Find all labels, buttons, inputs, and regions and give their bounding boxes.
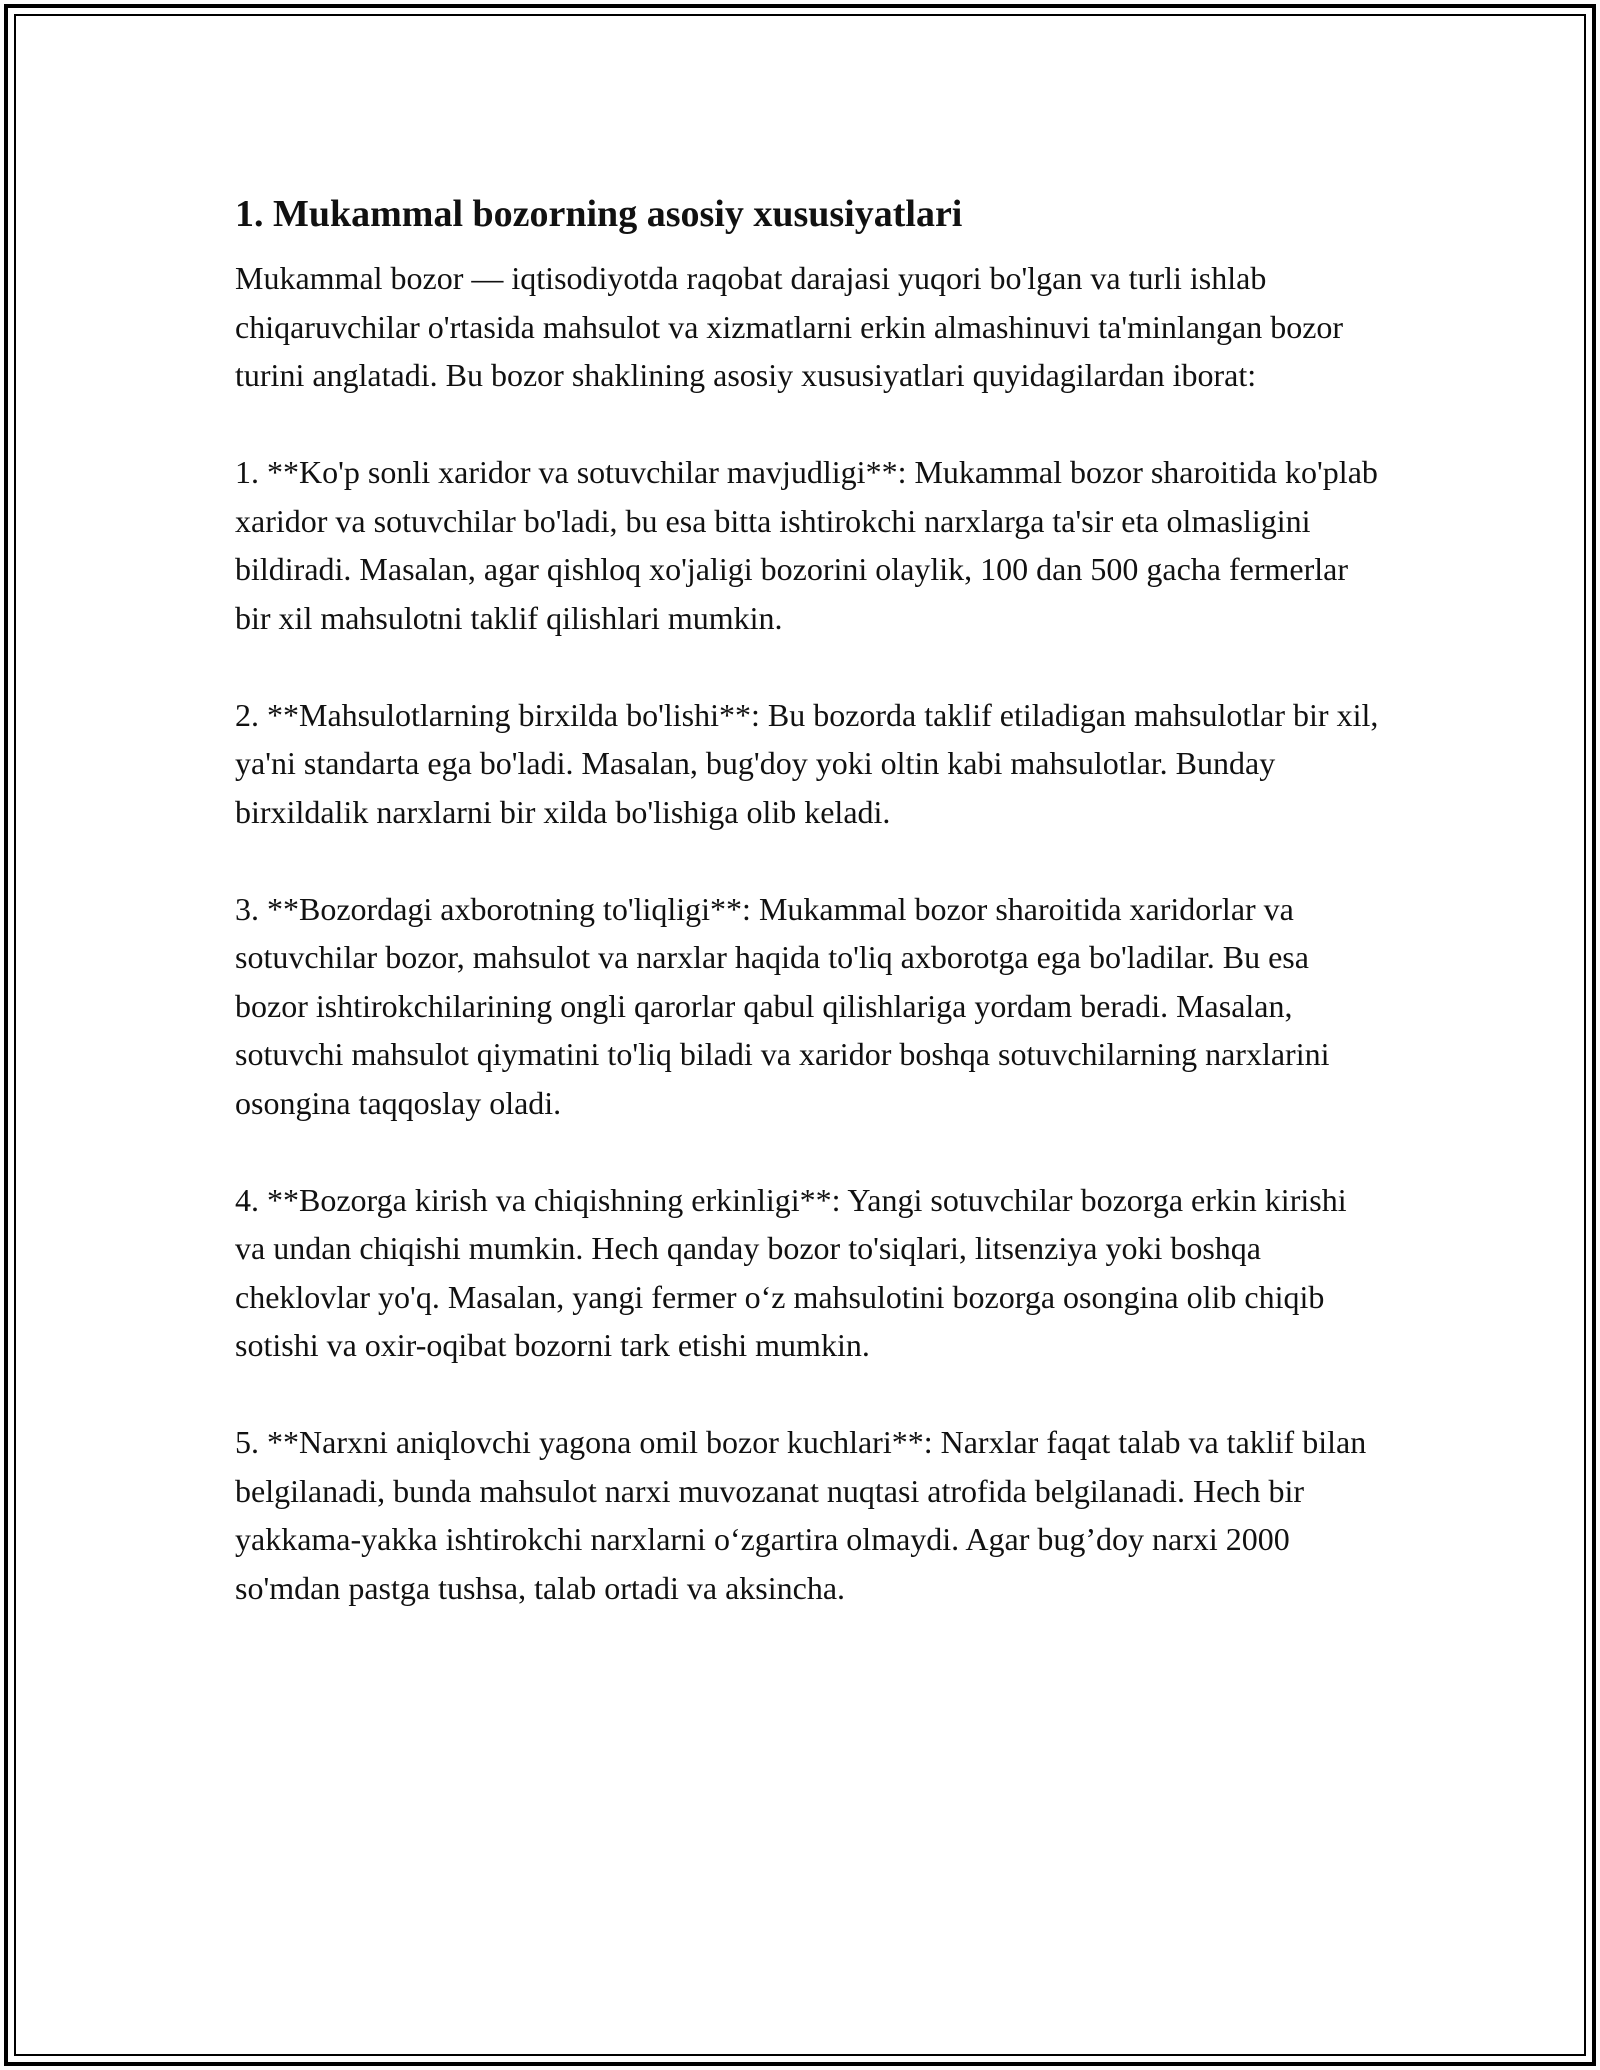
list-item-4: 4. **Bozorga kirish va chiqishning erkinligi**: Yangi sotuvchilar bozorga erkin kirishi va undan chiqishi mumkin. Hech qanday bozor to'siqlari, litsenziya yoki boshqa cheklovlar yo'q. Masalan, yangi fermer o‘z mahsulotini bozorga osongina olib chiqib sotishi va oxir-oqibat bozorni tark etishi mumkin. — [235, 1181, 1347, 1363]
document-body — [235, 188, 1380, 1661]
list-item-2: 2. **Mahsulotlarning birxilda bo'lishi**: Bu bozorda taklif etiladigan mahsulotlar bir xil, ya'ni standarta ega bo'ladi. Masalan, bug'doy yoki oltin kabi mahsulotlar. Bunday birxildalik narxlarni bir xilda bo'lishiga olib keladi. — [235, 696, 1379, 830]
list-item-5: 5. **Narxni aniqlovchi yagona omil bozor kuchlari**: Narxlar faqat talab va taklif bilan belgilanadi, bunda mahsulot narxi muvozanat nuqtasi atrofida belgilanadi. Hech bir yakkama-yakka ishtirokchi narxlarni o‘zgartira olmaydi. Agar bug’doy narxi 2000 so'mdan pastga tushsa, talab ortadi va aksincha. — [235, 1424, 1367, 1606]
intro-paragraph: Mukammal bozor — iqtisodiyotda raqobat darajasi yuqori bo'lgan va turli ishlab chiqaruvchilar o'rtasida mahsulot va xizmatlarni erkin almashinuvi ta'minlangan bozor turini anglatadi. Bu bozor shaklining asosiy xususiyatlari quyidagilardan iborat: — [235, 260, 1344, 393]
list-item-1: 1. **Ko'p sonli xaridor va sotuvchilar mavjudligi**: Mukammal bozor sharoitida ko'plab xaridor va sotuvchilar bo'ladi, bu esa bitta ishtirokchi narxlarga ta'sir eta olmasligini bildiradi. Masalan, agar qishloq xo'jaligi bozorini olaylik, 100 dan 500 gacha fermerlar bir xil mahsulotni taklif qilishlari mumkin. — [235, 454, 1378, 636]
list-item-3: 3. **Bozordagi axborotning to'liqligi**: Mukammal bozor sharoitida xaridorlar va sotuvchilar bozor, mahsulot va narxlar haqida to'liq axborotga ega bo'ladilar. Bu esa bozor ishtirokchilarining ongli qarorlar qabul qilishlariga yordam beradi. Masalan, sotuvchi mahsulot qiymatini to'liq biladi va xaridor boshqa sotuvchilarning narxlarini osongina taqqoslay oladi. — [235, 890, 1330, 1121]
document-title: 1. Mukammal bozorning asosiy xususiyatlari — [235, 193, 963, 235]
